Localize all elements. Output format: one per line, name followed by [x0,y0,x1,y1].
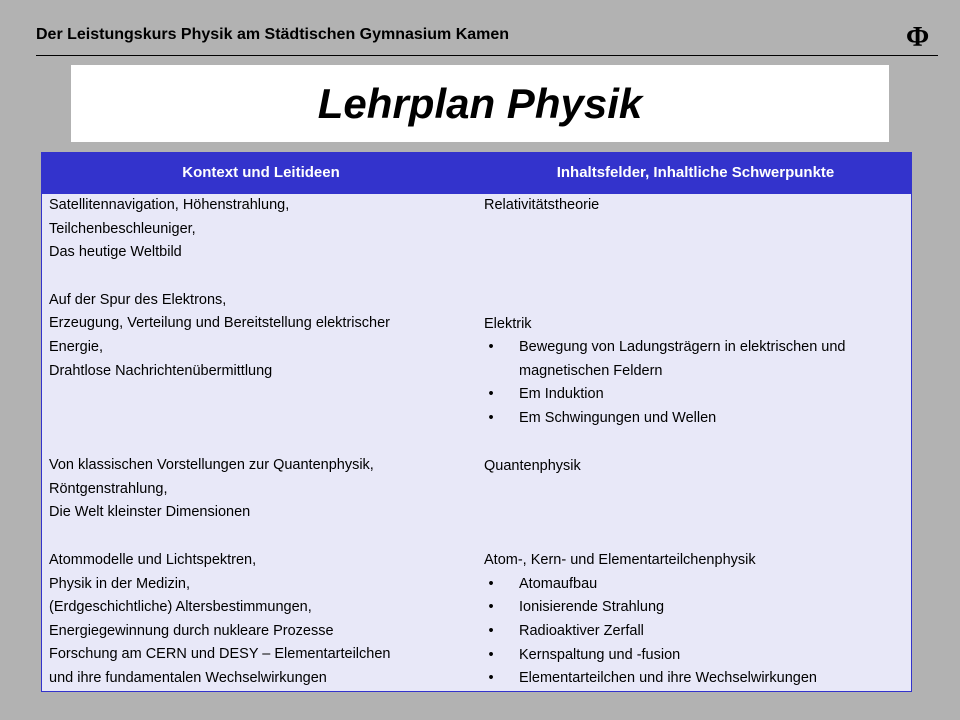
spacer [484,478,909,549]
context-line: Energiegewinnung durch nukleare Prozesse [49,622,334,639]
bullet-icon: • [488,409,494,426]
bullet-item [484,596,909,620]
spacer [49,265,459,289]
context-line: Teilchenbeschleuniger, [49,220,196,237]
field-row [484,455,909,479]
bullet-text: Radioaktiver Zerfall [519,622,644,639]
bullet-item [484,667,909,691]
context-row [49,454,459,525]
context-line: Auf der Spur des Elektrons, [49,291,227,308]
page-title: Lehrplan Physik [317,79,643,127]
context-line: Satellitennavigation, Höhenstrahlung, [49,197,290,213]
context-line: Drahtlose Nachrichtenübermittlung [49,362,273,379]
context-column [49,194,459,691]
bullet-text: Kernspaltung und -fusion [519,646,681,663]
field-title: Elektrik [484,315,532,332]
field-row [484,549,909,691]
context-line: Von klassischen Vorstellungen zur Quantenphysik, [49,457,374,474]
bullet-item [484,336,909,383]
context-line: Röntgenstrahlung, [49,480,168,497]
header-rule [36,55,938,56]
field-row [484,313,909,431]
field-title: Atom-, Kern- und Elementarteilchenphysik [484,552,756,569]
bullet-icon: • [488,670,494,687]
header-title: Der Leistungskurs Physik am Städtischen Gymnasium Kamen [36,26,510,43]
bullet-text: Em Schwingungen und Wellen [519,409,717,426]
field-row [484,194,909,218]
bullet-item [484,383,909,407]
bullet-item [484,644,909,668]
table-header [42,152,911,194]
context-line: Die Welt kleinster Dimensionen [49,504,251,521]
bullet-text: Atomaufbau [519,575,598,592]
bullet-text: Bewegung von Ladungsträgern in elektrischen und magnetischen Feldern [519,339,846,379]
context-line: Atommodelle und Lichtspektren, [49,551,257,568]
phi-symbol: Φ [906,22,930,53]
context-line: und ihre fundamentalen Wechselwirkungen [49,669,327,686]
context-line: Das heutige Weltbild [49,244,182,261]
field-title: Quantenphysik [484,457,581,474]
spacer [49,383,459,454]
bullet-icon: • [488,339,494,356]
column-header-fields: Inhaltsfelder, Inhaltliche Schwerpunkte [556,164,835,181]
title-box [71,65,889,142]
spacer [484,218,909,289]
bullet-icon: • [488,575,494,592]
spacer [484,431,909,455]
context-row [49,549,459,691]
bullet-item [484,407,909,431]
context-line: Forschung am CERN und DESY – Elementarteilchen [49,646,391,663]
column-header-context: Kontext und Leitideen [182,164,340,181]
context-line: (Erdgeschichtliche) Altersbestimmungen, [49,599,312,616]
context-row [49,194,459,265]
context-row [49,289,459,383]
bullet-icon: • [488,599,494,616]
context-line: Energie, [49,338,104,355]
curriculum-table [41,152,912,692]
bullet-icon: • [488,622,494,639]
bullet-item [484,620,909,644]
bullet-item [484,573,909,597]
context-line: Erzeugung, Verteilung und Bereitstellung elektrischer [49,315,390,332]
bullet-text: Elementarteilchen und ihre Wechselwirkungen [519,670,817,687]
bullet-text: Ionisierende Strahlung [519,599,665,616]
field-title: Relativitätstheorie [484,197,600,213]
bullet-icon: • [488,646,494,663]
context-line: Physik in der Medizin, [49,575,191,592]
bullet-icon: • [488,386,494,403]
spacer [484,289,909,313]
bullet-text: Em Induktion [519,386,604,403]
spacer [49,525,459,549]
fields-column [484,194,909,691]
